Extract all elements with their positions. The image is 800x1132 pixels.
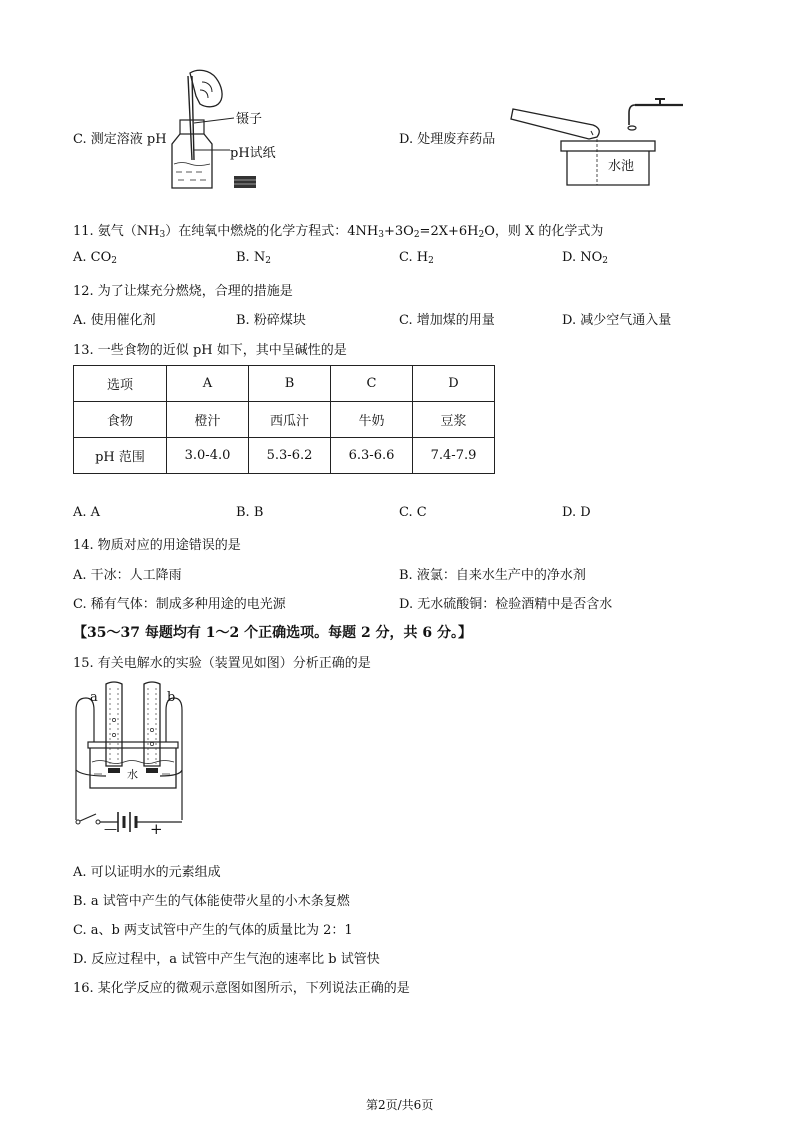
q12-option-d: D. 减少空气通入量 xyxy=(562,313,672,328)
ph-test-figure xyxy=(150,68,290,198)
q12-option-a: A. 使用催化剂 xyxy=(73,313,156,328)
q12-option-b: B. 粉碎煤块 xyxy=(236,313,306,328)
tweezers-label: 镊子 xyxy=(236,112,263,127)
table-cell: 橙汁 xyxy=(167,402,249,438)
table-cell: B xyxy=(249,366,331,402)
q11-option-c: C. $H_2$ xyxy=(399,250,434,266)
water-label: 水 xyxy=(127,768,138,781)
q11-option-d: D. $NO_2$ xyxy=(562,250,608,266)
q10-option-c-label: C. 测定溶液 pH xyxy=(73,132,167,147)
q10-option-d-label: D. 处理废弃药品 xyxy=(399,132,496,147)
table-cell: 豆浆 xyxy=(413,402,495,438)
q11-option-b: B. $N_2$ xyxy=(236,250,271,266)
q11-option-a: A. $CO_2$ xyxy=(73,250,117,266)
q11-stem: 11. 氨气$(NH_3)$在纯氧中燃烧的化学方程式：$4NH_3+3O_2=2X+6H_2O$，则 X 的化学式为 xyxy=(73,224,604,240)
table-cell: 西瓜汁 xyxy=(249,402,331,438)
table-cell: 5.3-6.2 xyxy=(249,438,331,474)
tube-a-label: a xyxy=(90,690,98,705)
table-cell: 3.0-4.0 xyxy=(167,438,249,474)
negative-terminal-label: — xyxy=(104,822,117,837)
table-cell: 食物 xyxy=(74,402,167,438)
q14-option-b: B. 液氯：自来水生产中的净水剂 xyxy=(399,568,586,583)
q13-option-c: C. C xyxy=(399,505,427,520)
section-header: 【35～37 每题均有 1～2 个正确选项。每题 2 分，共 6 分。】 xyxy=(73,625,473,641)
table-row xyxy=(74,402,495,438)
ph-paper-label: pH试纸 xyxy=(230,146,276,161)
q16-stem: 16. 某化学反应的微观示意图如图所示，下列说法正确的是 xyxy=(73,981,410,996)
table-cell: pH 范围 xyxy=(74,438,167,474)
table-cell: C xyxy=(331,366,413,402)
table-cell: 6.3-6.6 xyxy=(331,438,413,474)
q14-option-d: D. 无水硫酸铜：检验酒精中是否含水 xyxy=(399,597,613,612)
sink-label: 水池 xyxy=(608,159,635,174)
q12-option-c: C. 增加煤的用量 xyxy=(399,313,495,328)
q15-stem: 15. 有关电解水的实验（装置见如图）分析正确的是 xyxy=(73,656,371,671)
table-cell: 牛奶 xyxy=(331,402,413,438)
q15-option-c: C. a、b 两支试管中产生的气体的质量比为 2：1 xyxy=(73,923,353,938)
disposal-figure xyxy=(505,95,685,195)
q14-option-a: A. 干冰：人工降雨 xyxy=(73,568,182,583)
table-cell: A xyxy=(167,366,249,402)
q13-option-a: A. A xyxy=(73,505,101,520)
table-cell: 7.4-7.9 xyxy=(413,438,495,474)
q15-option-d: D. 反应过程中，a 试管中产生气泡的速率比 b 试管快 xyxy=(73,952,380,967)
tube-b-label: b xyxy=(167,690,176,705)
table-row xyxy=(74,438,495,474)
q14-option-c: C. 稀有气体：制成多种用途的电光源 xyxy=(73,597,286,612)
q15-option-a: A. 可以证明水的元素组成 xyxy=(73,865,221,880)
table-row xyxy=(74,366,495,402)
q15-option-b: B. a 试管中产生的气体能使带火星的小木条复燃 xyxy=(73,894,350,909)
q13-option-b: B. B xyxy=(236,505,264,520)
page-footer: 第2页/共6页 xyxy=(366,1098,434,1112)
q12-stem: 12. 为了让煤充分燃烧，合理的措施是 xyxy=(73,284,293,299)
q14-stem: 14. 物质对应的用途错误的是 xyxy=(73,538,241,553)
positive-terminal-label: + xyxy=(150,820,163,838)
ph-table xyxy=(73,365,495,474)
q13-option-d: D. D xyxy=(562,505,591,520)
q13-stem: 13. 一些食物的近似 pH 如下，其中呈碱性的是 xyxy=(73,343,347,358)
table-cell: 选项 xyxy=(74,366,167,402)
table-cell: D xyxy=(413,366,495,402)
